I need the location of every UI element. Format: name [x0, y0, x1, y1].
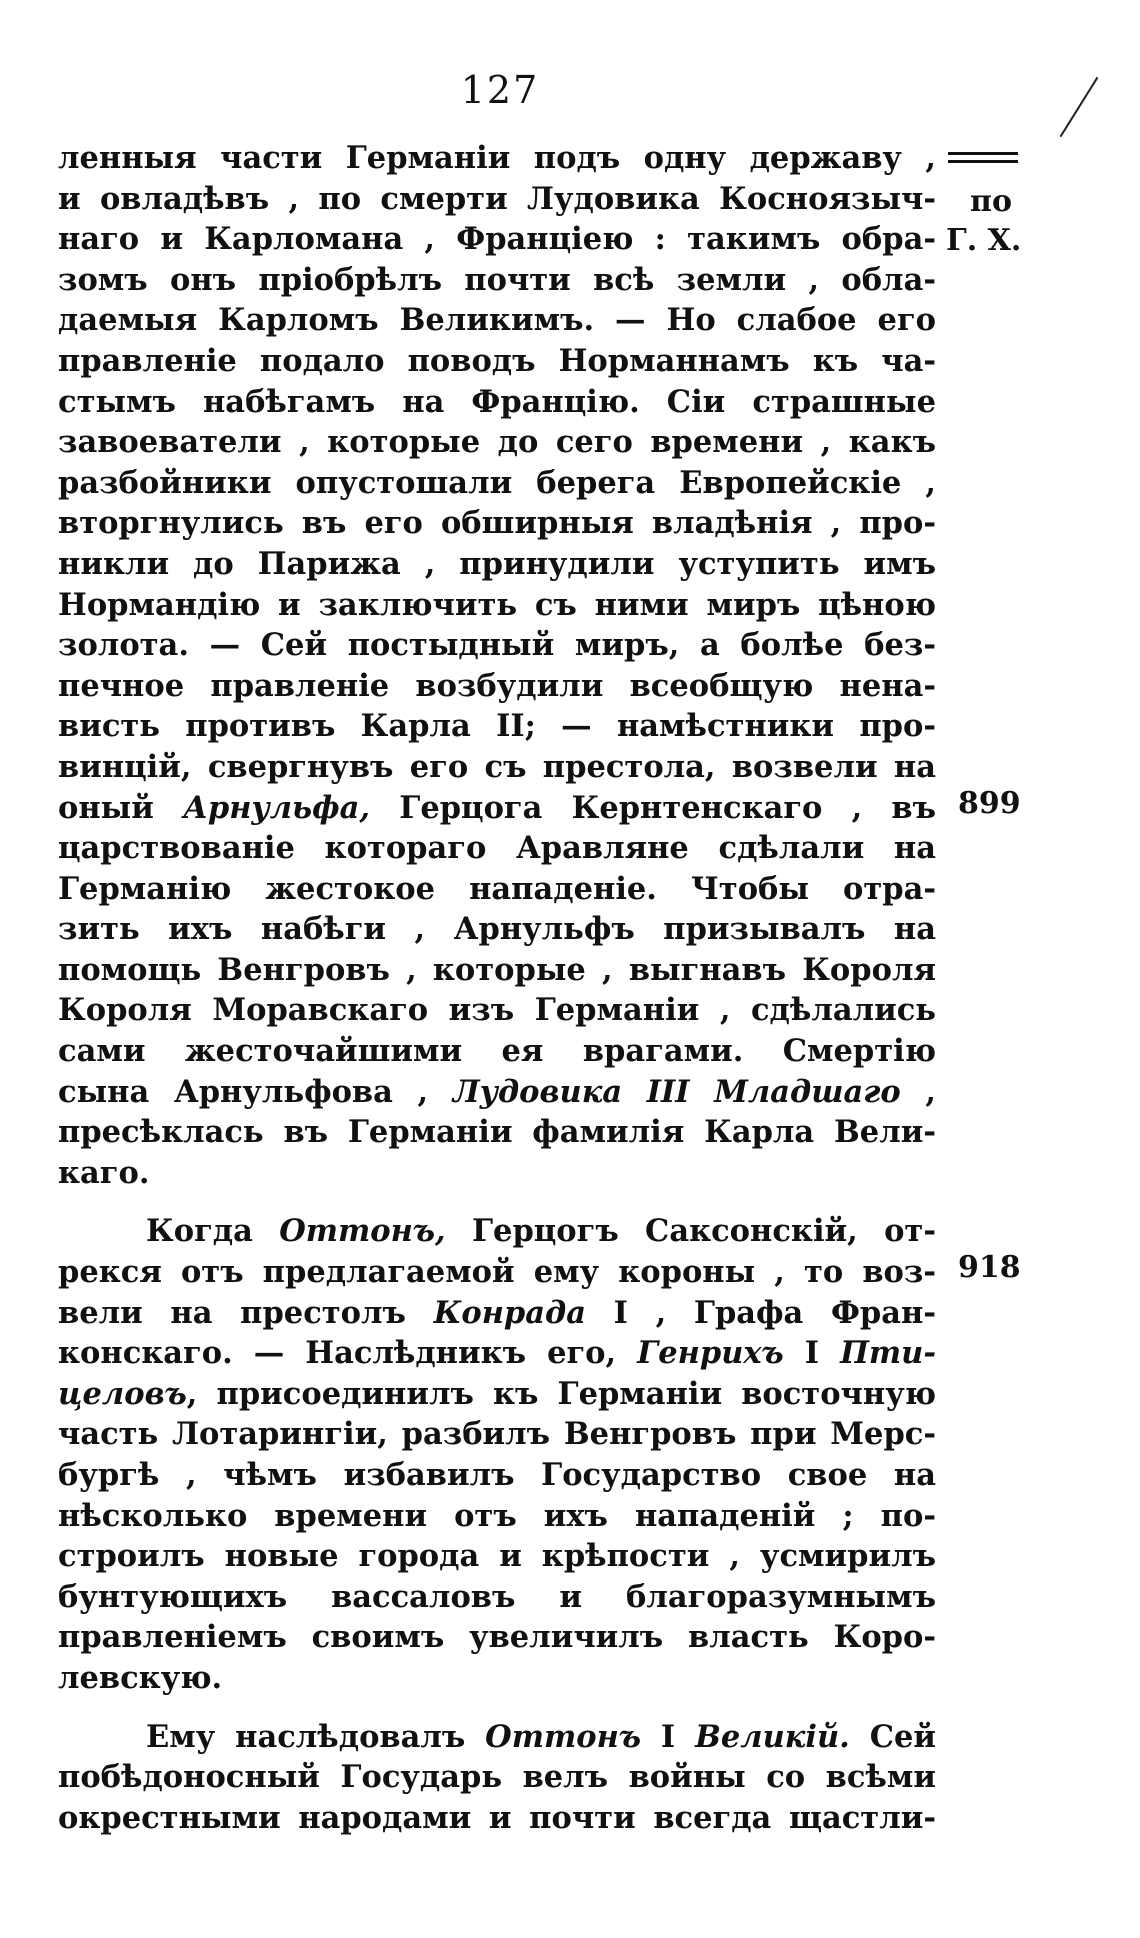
text-line [58, 1536, 936, 1577]
text-run: , [900, 1073, 936, 1110]
text-line [58, 828, 936, 869]
paragraph-gap [58, 1699, 936, 1717]
text-run: бургѣ , чѣмъ избавилъ Государство свое на [58, 1457, 936, 1493]
text-run: окрестными народами и почти всегда щастли- [58, 1799, 936, 1836]
text-line [58, 1658, 936, 1699]
text-line [58, 1757, 936, 1798]
text-line [58, 585, 936, 626]
text-line [58, 1577, 936, 1618]
text-run: Герцогъ Саксонскій, от- [445, 1213, 936, 1250]
text-run: и овладѣвъ , по смерти Лудовика Косноязыч- [58, 180, 936, 217]
emphasized-name: Оттонъ [485, 1718, 642, 1755]
text-run: зомъ онъ пріобрѣлъ почти всѣ земли , обла- [58, 261, 936, 298]
emphasized-name: Оттонъ, [279, 1213, 446, 1250]
text-line [58, 747, 936, 788]
text-run: нѣсколько времени отъ ихъ нападеній ; по- [58, 1497, 936, 1534]
margin-year-899: 899 [958, 786, 1021, 821]
text-run: вели на престолъ [58, 1294, 434, 1331]
text-line [58, 382, 936, 423]
text-run: помощь Венгровъ , которые , выгнавъ Короля [58, 951, 936, 988]
emphasized-name: Лудовика III Младшаго [452, 1073, 901, 1110]
text-run: завоеватели , которые до сего времени , какъ [58, 424, 936, 461]
text-run: золота. — Сей постыдный миръ, а болѣе без- [58, 627, 936, 664]
text-run: I [783, 1335, 841, 1372]
text-line [58, 341, 936, 382]
text-run: печное правленіе возбудили всеобщую нена- [58, 667, 936, 704]
text-run: висть противъ Карла II; — намѣстники про- [58, 708, 936, 745]
text-line [58, 1617, 936, 1658]
margin-era-label: Г. Х. [946, 223, 1022, 258]
text-line [58, 666, 936, 707]
text-run: разбойники опустошали берега Европейскіе , [58, 464, 936, 501]
text-run: ленныя части Германіи подъ одну державу , [58, 140, 936, 176]
text-run: вторгнулись въ его обширныя владѣнія , про- [58, 505, 936, 542]
text-run: I , Графа Фран- [586, 1294, 936, 1331]
text-run: правленіемъ своимъ увеличилъ власть Коро- [58, 1619, 936, 1656]
text-line [58, 260, 936, 301]
text-line [58, 869, 936, 910]
emphasized-name: целовъ [58, 1375, 187, 1412]
text-run: Герцога Кернтенскаго , въ [370, 789, 937, 826]
text-line [58, 706, 936, 747]
text-line [58, 990, 936, 1031]
text-run: правленіе подало поводъ Норманнамъ къ ча- [58, 342, 936, 379]
text-run: винцій, свергнувъ его съ престола, возвели на [58, 748, 936, 785]
text-line [58, 1252, 936, 1293]
text-line [58, 219, 936, 260]
text-run: даемыя Карломъ Великимъ. — Но слабое его [58, 302, 936, 339]
text-run: , присоединилъ къ Германіи восточную [186, 1375, 936, 1412]
text-line [58, 1293, 936, 1334]
margin-rule [948, 152, 1018, 155]
text-run: Когда [146, 1213, 280, 1250]
text-run: никли до Парижа , принудили уступить имъ [58, 545, 936, 582]
text-run: стымъ набѣгамъ на Францію. Сіи страшные [58, 383, 936, 420]
margin-mark [1060, 77, 1099, 137]
text-run: левскую. [58, 1659, 223, 1696]
text-run: Германію жестокое нападеніе. Чтобы отра- [58, 870, 936, 907]
emphasized-name: Арнульфа, [183, 789, 371, 826]
emphasized-name: Генрихъ [637, 1335, 784, 1372]
text-line [58, 1153, 936, 1194]
text-line [58, 1798, 936, 1839]
text-run: строилъ новые города и крѣпости , усмирилъ [58, 1538, 936, 1575]
text-line [58, 422, 936, 463]
body-text [58, 138, 936, 1838]
emphasized-name: Пти- [840, 1335, 936, 1372]
text-line [58, 788, 936, 829]
paragraph-gap [58, 1193, 936, 1211]
text-line [58, 625, 936, 666]
text-line [58, 950, 936, 991]
page-number: 127 [460, 68, 540, 112]
text-run: Нормандію и заключить съ ними миръ цѣною [58, 586, 936, 623]
text-line [58, 1414, 936, 1455]
text-run: Ему наслѣдовалъ [146, 1718, 486, 1755]
text-line [58, 1374, 936, 1415]
text-run: бунтующихъ вассаловъ и благоразумнымъ [58, 1578, 936, 1615]
text-run: часть Лотарингіи, разбилъ Венгровъ при Мерс- [58, 1416, 936, 1453]
text-run: оный [58, 789, 184, 826]
text-run: каго. [58, 1154, 150, 1191]
text-line [58, 1211, 936, 1252]
text-run: наго и Карломана , Франціею : такимъ обра- [58, 221, 936, 258]
text-run: рекся отъ предлагаемой ему короны , то воз- [58, 1254, 936, 1291]
text-line [58, 544, 936, 585]
text-run: Короля Моравскаго изъ Германіи , сдѣлались [58, 992, 936, 1029]
text-run: конскаго. — Наслѣдникъ его, [58, 1335, 638, 1372]
text-line [58, 1112, 936, 1153]
text-line [58, 1455, 936, 1496]
text-line [58, 179, 936, 220]
text-run: сами жесточайшими ея врагами. Смертію [58, 1033, 936, 1070]
emphasized-name: Великій. [695, 1718, 850, 1755]
text-run: I [641, 1718, 696, 1755]
text-run: побѣдоносный Государь велъ войны со всѣми [58, 1759, 936, 1796]
text-line [58, 463, 936, 504]
text-line [58, 138, 936, 179]
text-line [58, 909, 936, 950]
text-run: Сей [849, 1718, 936, 1755]
text-run: зить ихъ набѣги , Арнульфъ призывалъ на [58, 911, 936, 948]
emphasized-name: Конрада [433, 1294, 586, 1331]
margin-rule [948, 160, 1018, 163]
margin-year-918: 918 [958, 1250, 1021, 1285]
text-line [58, 300, 936, 341]
text-run: пресѣклась въ Германіи фамилія Карла Вели- [58, 1114, 936, 1151]
text-line [58, 1333, 936, 1374]
text-line [58, 1496, 936, 1537]
text-line [58, 1031, 936, 1072]
text-run: сына Арнульфова , [58, 1073, 453, 1110]
text-line [58, 1717, 936, 1758]
margin-year-label: по [970, 184, 1012, 219]
text-line [58, 503, 936, 544]
text-line [58, 1072, 936, 1113]
text-run: царствованіе котораго Аравляне сдѣлали на [58, 830, 936, 867]
